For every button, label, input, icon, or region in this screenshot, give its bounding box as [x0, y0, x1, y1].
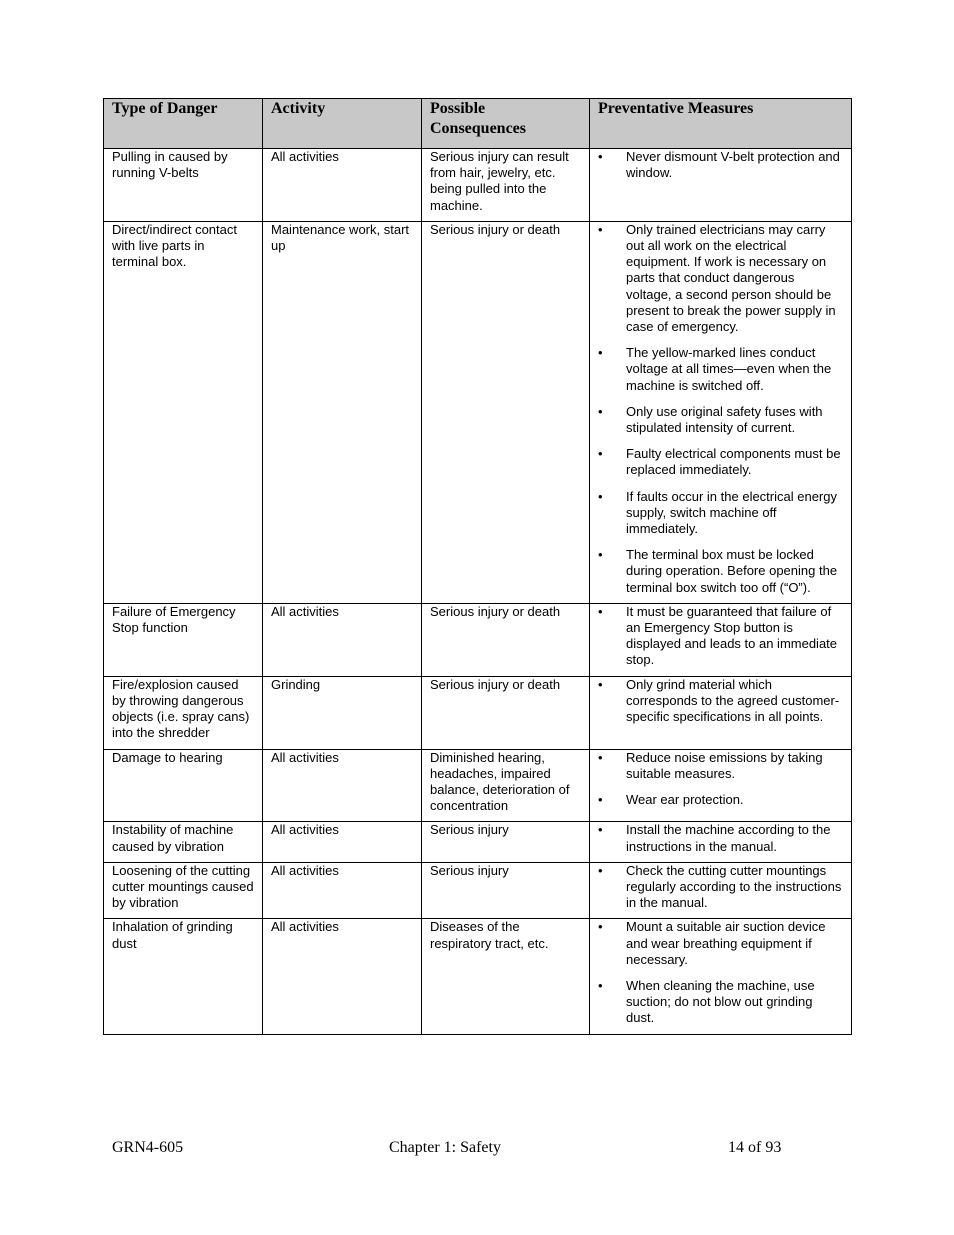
measure-text: It must be guaranteed that failure of an Emergency Stop button is displayed and leads to an immediate stop.: [626, 603, 838, 668]
measure-item: [598, 822, 843, 854]
measure-item: [598, 222, 843, 335]
bullet-icon: •: [598, 676, 603, 692]
measure-item: [598, 792, 843, 808]
activity-cell: All activities: [263, 603, 422, 676]
measure-text: Only trained electricians may carry out all work on the electrical equipment. If work is necessary on parts that conduct dangerous voltage, a second person should be present to break the power supply in case of emergency.: [626, 221, 836, 335]
measure-text: The yellow-marked lines conduct voltage at all times—even when the machine is switched off.: [626, 345, 832, 393]
measure-text: The terminal box must be locked during operation. Before opening the terminal box switch too off (“O”).: [626, 547, 838, 595]
danger-cell: Direct/indirect contact with live parts in terminal box.: [104, 221, 263, 603]
activity-cell: Maintenance work, start up: [263, 221, 422, 603]
bullet-icon: •: [598, 862, 603, 878]
danger-cell: Instability of machine caused by vibration: [104, 822, 263, 862]
table-row: [104, 603, 852, 676]
danger-cell: Pulling in caused by running V-belts: [104, 149, 263, 222]
measures-cell: [590, 862, 852, 919]
measure-text: Wear ear protection.: [626, 791, 744, 807]
measure-text: Reduce noise emissions by taking suitable measures.: [626, 749, 823, 781]
footer-document-id: GRN4-605: [112, 1139, 184, 1156]
table-row: [104, 676, 852, 749]
danger-cell: Loosening of the cutting cutter mountings caused by vibration: [104, 862, 263, 919]
table-row: [104, 149, 852, 222]
consequence-cell: Diminished hearing, headaches, impaired balance, deterioration of concentration: [422, 749, 590, 822]
header-preventative-measures: Preventative Measures: [590, 99, 852, 149]
bullet-icon: •: [598, 149, 603, 164]
safety-hazard-table: [103, 98, 852, 1035]
bullet-icon: •: [598, 603, 603, 619]
measure-text: Mount a suitable air suction device and wear breathing equipment if necessary.: [626, 919, 826, 967]
footer-page-number: 14 of 93: [728, 1139, 782, 1156]
table-row: [104, 221, 852, 603]
bullet-icon: •: [598, 488, 603, 504]
activity-cell: All activities: [263, 862, 422, 919]
bullet-icon: •: [598, 977, 603, 993]
table-header-row: [104, 99, 852, 149]
activity-cell: All activities: [263, 919, 422, 1034]
consequence-cell: Serious injury: [422, 822, 590, 862]
measure-text: Never dismount V-belt protection and window.: [626, 149, 840, 181]
bullet-icon: •: [598, 919, 603, 935]
activity-cell: All activities: [263, 822, 422, 862]
measures-cell: [590, 149, 852, 222]
consequence-cell: Serious injury can result from hair, jewelry, etc. being pulled into the machine.: [422, 149, 590, 222]
measure-item: [598, 978, 843, 1027]
bullet-icon: •: [598, 403, 603, 419]
bullet-icon: •: [598, 221, 603, 237]
measures-cell: [590, 822, 852, 862]
measure-item: [598, 446, 843, 478]
bullet-icon: •: [598, 345, 603, 361]
table-body: [104, 149, 852, 1035]
bullet-icon: •: [598, 446, 603, 462]
measure-item: [598, 404, 843, 436]
table-row: [104, 919, 852, 1034]
header-type-of-danger: Type of Danger: [104, 99, 263, 149]
bullet-icon: •: [598, 749, 603, 765]
activity-cell: Grinding: [263, 676, 422, 749]
measure-item: [598, 750, 843, 782]
danger-cell: Inhalation of grinding dust: [104, 919, 263, 1034]
danger-cell: Damage to hearing: [104, 749, 263, 822]
activity-cell: All activities: [263, 749, 422, 822]
measures-cell: [590, 221, 852, 603]
bullet-icon: •: [598, 791, 603, 807]
table-row: [104, 749, 852, 822]
measures-cell: [590, 749, 852, 822]
measure-item: [598, 149, 843, 181]
measure-item: [598, 547, 843, 596]
measure-text: If faults occur in the electrical energy supply, switch machine off immediately.: [626, 488, 837, 537]
header-possible-consequences: Possible Consequences: [422, 99, 590, 149]
consequence-cell: Serious injury or death: [422, 676, 590, 749]
measure-item: [598, 345, 843, 394]
bullet-icon: •: [598, 822, 603, 838]
measures-cell: [590, 676, 852, 749]
consequence-cell: Diseases of the respiratory tract, etc.: [422, 919, 590, 1034]
consequence-cell: Serious injury or death: [422, 221, 590, 603]
measure-text: Install the machine according to the instructions in the manual.: [626, 822, 831, 854]
measure-text: Only grind material which corresponds to the agreed customer-specific specifications in all points.: [626, 676, 840, 725]
consequence-cell: Serious injury or death: [422, 603, 590, 676]
bullet-icon: •: [598, 547, 603, 563]
table-row: [104, 822, 852, 862]
measure-text: Check the cutting cutter mountings regularly according to the instructions in the manual.: [626, 862, 842, 911]
measure-item: [598, 863, 843, 912]
measure-text: When cleaning the machine, use suction; do not blow out grinding dust.: [626, 977, 815, 1026]
measure-item: [598, 677, 843, 726]
danger-cell: Failure of Emergency Stop function: [104, 603, 263, 676]
measure-text: Faulty electrical components must be replaced immediately.: [626, 446, 841, 478]
header-activity: Activity: [263, 99, 422, 149]
danger-cell: Fire/explosion caused by throwing dangerous objects (i.e. spray cans) into the shredder: [104, 676, 263, 749]
measures-cell: [590, 919, 852, 1034]
table-row: [104, 862, 852, 919]
measure-text: Only use original safety fuses with stipulated intensity of current.: [626, 403, 823, 436]
measure-item: [598, 919, 843, 968]
measure-item: [598, 604, 843, 669]
consequence-cell: Serious injury: [422, 862, 590, 919]
activity-cell: All activities: [263, 149, 422, 222]
footer-chapter-title: Chapter 1: Safety: [389, 1139, 501, 1156]
measures-cell: [590, 603, 852, 676]
measure-item: [598, 489, 843, 538]
